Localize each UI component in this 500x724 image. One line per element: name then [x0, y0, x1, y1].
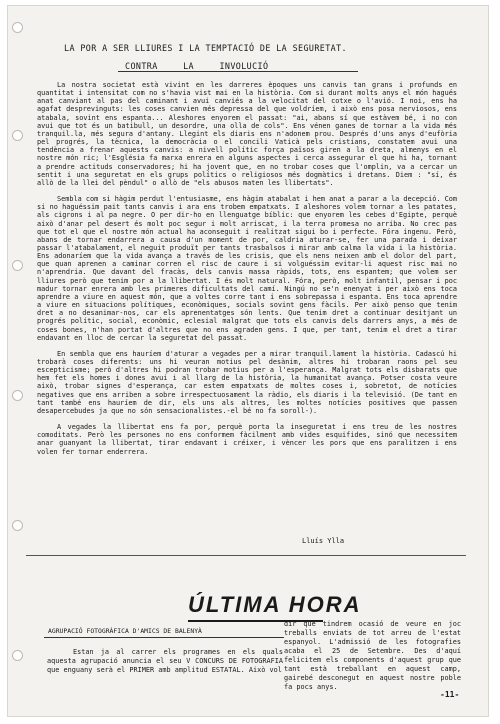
section-divider	[26, 555, 466, 556]
news-left-column	[47, 648, 283, 675]
page-number: -11-	[440, 690, 460, 699]
punch-hole	[12, 520, 23, 531]
news-paragraph: Estan ja al carrer els programes en els quals aquesta agrupació anuncia el seu V CONCURS DE FOTOGRAFIA que enguany serà el PRIMER amb amplitud ESTATAL. Això vol	[47, 648, 283, 674]
article-paragraph: En sembla que ens hauríem d'aturar a vegades per a mirar tranquil.lament la història. Cadascú hi trobarà coses diferents: uns hi veuran motius pel desànim, altres hi trobaran raons pel seu escepticisme; però d'altres hi podran trobar motius per a l'esperança. Malgrat tots els disbarats que hem fet els homes i dones avui i al llarg de la història, la humanitat avança. Potser costa veure això, trobar signes d'esperança, car estem empatxats de moltes coses i, sobretot, de notícies negatives que ens arriben a sobre irrespectuosament la ràdio, els diaris i la televisió. (De tant en tant també ens hauríem de dir, els uns als altres, les moltes notícies positives que passen desapercebudes ja que no són sensacionalistes.-el bé no fa soroll-).	[37, 349, 457, 415]
subtitle-word: LA	[183, 61, 194, 71]
article-paragraph: La nostra societat està vivint en les darreres èpoques uns canvis tan grans i profunds en quantitat i intensitat com no s'havia vist mai en la història. Com si durant molts anys el món hagués anat canviant al pas del caminant i avui canviés a la velocitat del cotxe o l'avió. I noi, ens ha agafat desprevinguts: les coses canvien més depressa del que voldríem, i això ens posa nerviosos, ens atabala, sovint ens espanta... Aleshores enyorem el passat: "ai, abans sí que estàvem bé, i no con avui que tot és un batibull, un desordre, una olla de cols". Ens vénen ganes de tornar a la vida més tranquil.la, més segura d'antany. Llegint els diaris ens n'adonem prou. Després d'uns anys d'eufòria pel progrés, la tècnica, la democràcia o el concili Vaticà pels cristians, constatem avui una tendència a frenar aquests canvis: a nivell polític força països giren a la dreta, almenys en el nostre món ric; l'Església fa marxa enrera en alguns aspectes i cerca assegurar el que hi ha, tornant a prendre actituds conservadores; hi ha jovent que, en no trobar coses que l'omplin, va a cercar un sentit i una seguretat en els grups polítics o religiosos més dogmàtics i dretans. Diem : "sí, és allò de la llei del pèndul" o allò de "els abusos maten les llibertats".	[37, 81, 457, 187]
article-paragraph: A vegades la llibertat ens fa por, perquè porta la inseguretat i ens treu de les nostres comoditats. Però les persones no ens conformem fàcilment amb vides esquifides, sinó que necessitem anar guanyant la llibertat, tirar endavant i créixer, i vèncer les pors que ens paralitzen i ens volen fer tornar enderrera.	[37, 423, 457, 456]
news-heading: AGRUPACIÓ FOTOGRÀFICA D'AMICS DE BALENYÀ	[48, 627, 202, 635]
punch-hole	[12, 390, 23, 401]
news-paragraph: dir que tindrem ocasió de veure en joc treballs enviats de tot arreu de l'estat espanyol. L'admissió de les fotografies acaba el 25 de Setembre. Des d'aquí felicitem els components d'aquest grup que tant està treballant en aquest camp, gairebé desconegut en aquest nostre poble fa pocs anys.	[284, 620, 461, 691]
punch-hole	[12, 130, 23, 141]
punch-hole	[12, 260, 23, 271]
subtitle-rule	[118, 71, 358, 72]
punch-hole	[12, 650, 23, 661]
subtitle-word: INVOLUCIÓ	[219, 61, 269, 71]
article-signature: Lluís Ylla	[302, 537, 345, 545]
ultima-hora-title: ÚLTIMA HORA	[188, 592, 362, 617]
subtitle-word: CONTRA	[125, 61, 158, 71]
article-title: LA POR A SER LLIURES I LA TEMPTACIÓ DE LA SEGURETAT.	[64, 43, 347, 53]
article-body	[37, 81, 457, 464]
news-heading-rule	[44, 637, 284, 638]
article-subtitle	[125, 61, 288, 71]
punch-hole	[12, 22, 23, 33]
news-right-column	[284, 620, 461, 692]
article-paragraph: Sembla com si hàgim perdut l'entusiasme, ens hàgim atabalat i hem anat a parar a la decepció. Com si no haguéssim pait tants canvis i ara ens trobem empatxats. I aleshores volem tornar a les patates, als cigrons i al pa negre. O per dir-ho en llenguatge bíblic: que enyorem les cebes d'Egipte, perquè això d'anar pel desert és molt poc segur i molt arriscat, i la terra promesa no arriba. No crec pas que tot el que el nostre món actual ha aconseguit i realitzat sigui bo i perfecte. Fóra ingenu. Però, abans de tornar endarrera a causa d'un moment de por, caldria aturar-se, fer una parada i deixar passar l'atabalament, el neguit produït per tants trasbalsos i mirar amb calma la vida i la història. Ens adonaríem que la vida avança a través de les crisis, que els nens neixen amb el dolor del part, que quan aprenen a caminar corren el risc de caure i si volguéssim evitar-li aquest risc mai no n'aprendria. Que davant del fracàs, dels canvis massa ràpids, tots, ens espantem; que volem ser lliures però que tenim por a la llibertat. I és molt natural. Fóra, però, molt infantil, pensar i poc madur tornar enrera amb les primeres dificultats del camí. Ningú no se'n enenyat i per això ens toca aprendre a viure en aquest món, que a voltes corre tant i ens sobrepassa i espanta. Ens toca aprendre a viure en situacions polítiques, econòmiques, socials sovint gens fàcils. Per això penso que tenim dret a no desanimar-nos, car els aprenentatges són lents. Que tenim dret a continuar desitjant un progrés polític, social, econòmic, eclesial malgrat que tots els canvis dels darrers anys, a més de coses bones, n'han portat d'altres que no ens agraden gens. I que, per tant, tenim el dret a tirar endavant en lloc de cercar la seguretat del passat.	[37, 195, 457, 342]
